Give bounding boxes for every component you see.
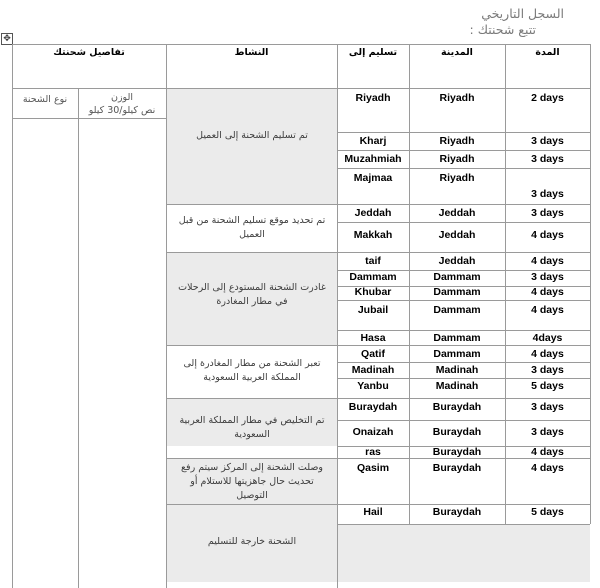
duration-cell: 5 days bbox=[531, 380, 564, 392]
city-cell: Riyadh bbox=[439, 135, 475, 147]
deliver-to-cell: Kharj bbox=[359, 135, 387, 147]
deliver-to-cell: Khubar bbox=[354, 286, 392, 298]
deliver-to-cell: Makkah bbox=[353, 229, 393, 241]
duration-cell: 3 days bbox=[531, 135, 564, 147]
activity-shade-1 bbox=[166, 88, 337, 204]
city-cell: Buraydah bbox=[432, 426, 482, 438]
city-cell: Buraydah bbox=[432, 462, 482, 474]
duration-cell: 4 days bbox=[531, 304, 564, 316]
weight-value: نص كيلو/30 كيلو bbox=[88, 105, 156, 116]
shipment-type-label: نوع الشحنة bbox=[22, 94, 68, 105]
city-cell: Dammam bbox=[433, 348, 481, 360]
duration-cell: 3 days bbox=[531, 271, 564, 283]
activity-cell: وصلت الشحنة إلى المركز سيتم رفع تحديث حال جاهزيتها للاستلام أو التوصيل bbox=[180, 462, 323, 501]
column-header-details: تفاصيل شحنتك bbox=[53, 47, 125, 58]
column-header-duration: المدة bbox=[535, 47, 560, 58]
column-header-city: المدينة bbox=[441, 47, 473, 58]
city-cell: Dammam bbox=[433, 286, 481, 298]
activity-cell: تم تحديد موقع تسليم الشحنة من قبل العميل bbox=[178, 215, 326, 240]
activity-cell: غادرت الشحنة المستودع إلى الرحلات في مطار المغادرة bbox=[178, 282, 326, 307]
deliver-to-cell: Madinah bbox=[351, 364, 395, 376]
activity-cell: تم التخليص في مطار المملكة العربية السعودية bbox=[179, 415, 325, 440]
city-cell: Dammam bbox=[433, 271, 481, 283]
column-header-deliver-to: تسليم إلى bbox=[348, 47, 398, 58]
duration-cell: 3 days bbox=[531, 188, 564, 200]
duration-cell: 3 days bbox=[531, 207, 564, 219]
deliver-to-cell: Jubail bbox=[357, 304, 389, 316]
deliver-to-cell: taif bbox=[365, 255, 381, 267]
deliver-to-cell: Majmaa bbox=[353, 172, 393, 184]
deliver-to-cell: ras bbox=[365, 446, 381, 458]
deliver-to-cell: Onaizah bbox=[352, 426, 394, 438]
city-cell: Buraydah bbox=[432, 446, 482, 458]
city-cell: Madinah bbox=[435, 364, 479, 376]
duration-cell: 3 days bbox=[531, 426, 564, 438]
city-cell: Riyadh bbox=[439, 153, 475, 165]
city-cell: Riyadh bbox=[439, 172, 475, 184]
activity-cell: تم تسليم الشحنة إلى العميل bbox=[196, 130, 308, 141]
duration-cell: 4 days bbox=[531, 229, 564, 241]
duration-cell: 3 days bbox=[531, 153, 564, 165]
activity-cell: الشحنة خارجة للتسليم bbox=[207, 536, 297, 547]
column-header-activity: النشاط bbox=[234, 47, 269, 58]
duration-cell: 4 days bbox=[531, 255, 564, 267]
duration-cell: 4 days bbox=[531, 348, 564, 360]
weight-label: الوزن bbox=[110, 92, 133, 103]
deliver-to-cell: Hasa bbox=[360, 332, 386, 344]
table-empty-tail bbox=[337, 524, 590, 582]
activity-cell: تعبر الشحنة من مطار المغادرة إلى المملكة العربية السعودية bbox=[183, 358, 321, 383]
duration-cell: 4days bbox=[532, 332, 563, 344]
deliver-to-cell: Muzahmiah bbox=[344, 153, 402, 165]
city-cell: Jeddah bbox=[438, 207, 476, 219]
duration-cell: 5 days bbox=[531, 506, 564, 518]
duration-cell: 3 days bbox=[531, 364, 564, 376]
city-cell: Dammam bbox=[433, 304, 481, 316]
page-subtitle: تتبع شحنتك : bbox=[469, 22, 536, 37]
deliver-to-cell: Qatif bbox=[361, 348, 385, 360]
duration-cell: 3 days bbox=[531, 401, 564, 413]
deliver-to-cell: Dammam bbox=[349, 271, 397, 283]
city-cell: Riyadh bbox=[439, 92, 475, 104]
city-cell: Jeddah bbox=[438, 255, 476, 267]
city-cell: Buraydah bbox=[432, 506, 482, 518]
duration-cell: 4 days bbox=[531, 446, 564, 458]
deliver-to-cell: Buraydah bbox=[348, 401, 398, 413]
duration-cell: 2 days bbox=[531, 92, 564, 104]
deliver-to-cell: Yanbu bbox=[357, 380, 389, 392]
deliver-to-cell: Hail bbox=[363, 506, 383, 518]
city-cell: Madinah bbox=[435, 380, 479, 392]
city-cell: Buraydah bbox=[432, 401, 482, 413]
deliver-to-cell: Riyadh bbox=[355, 92, 391, 104]
duration-cell: 4 days bbox=[531, 286, 564, 298]
city-cell: Jeddah bbox=[438, 229, 476, 241]
deliver-to-cell: Jeddah bbox=[354, 207, 392, 219]
city-cell: Dammam bbox=[433, 332, 481, 344]
deliver-to-cell: Qasim bbox=[356, 462, 390, 474]
duration-cell: 4 days bbox=[531, 462, 564, 474]
table-move-handle-icon[interactable]: ✥ bbox=[1, 33, 13, 45]
page-title: السجل التاريخي bbox=[481, 6, 564, 21]
